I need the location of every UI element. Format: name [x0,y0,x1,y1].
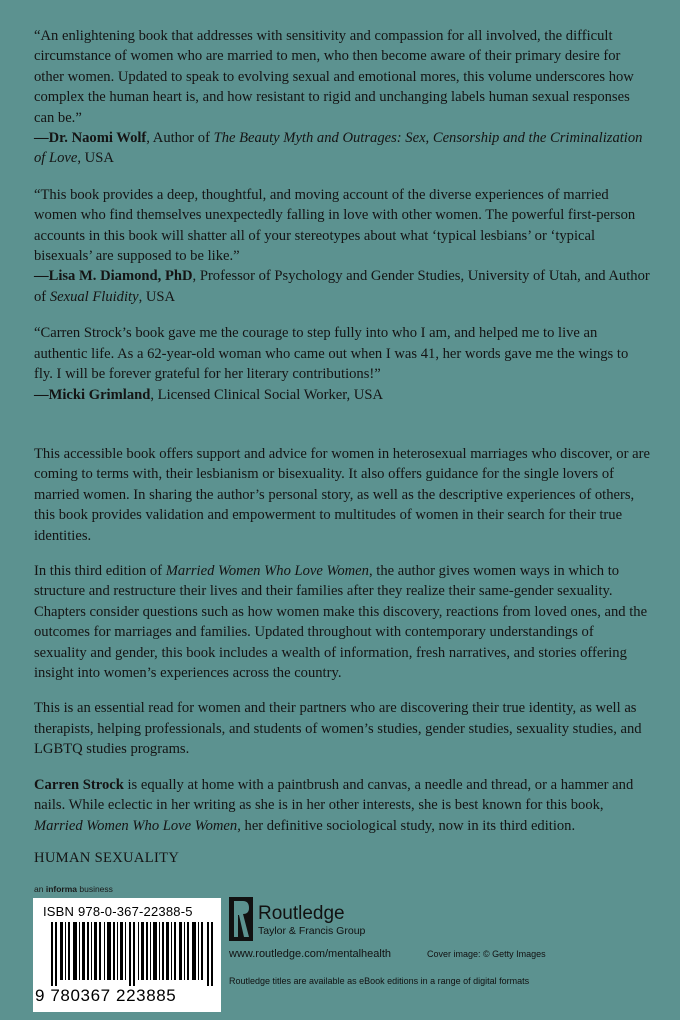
endorsement-quote: “Carren Strock’s book gave me the courage to step fully into who I am, and helped me to live an authentic life. As a 62-year-old woman who came out when I was 41, her words gave me the wings to fly. I will be forever grateful for her literary contributions!” [34,325,629,383]
endorsement-2 [34,185,650,307]
text-span: is equally at home with a paintbrush and canvas, a needle and thread, or a hammer and nails. While eclectic in her writing as she is in her other interests, she is best known for this book, [34,776,634,814]
endorser-name: —Dr. Naomi Wolf [34,130,147,147]
routledge-logo-icon [229,897,253,941]
barcode-number: 9 780367 223885 [35,986,177,1005]
endorsement-attribution [34,266,650,307]
subject-category: HUMAN SEXUALITY [34,849,180,866]
publisher-brand [258,903,365,938]
author-name: Carren Strock [34,776,124,793]
isbn-label: ISBN 978-0-367-22388-5 [43,904,193,919]
text-span: an [34,884,46,894]
text-span: , her definitive sociological study, now in its third edition. [237,817,576,834]
endorser-book-title: Sexual Fluidity [49,288,139,305]
barcode-icon [51,922,215,986]
cover-image-credit: Cover image: © Getty Images [427,949,546,959]
book-title: Married Women Who Love Women [165,563,369,580]
description-paragraph: This accessible book offers support and advice for women in heterosexual marriages who discover, or are coming to terms with, their lesbianism or bisexuality. It also offers guidance for the single lovers of married women. In sharing the author’s personal story, as well as the descriptive experiences of others, this book provides validation and empowerment to multitudes of women in their search for their true identities. [34,446,650,544]
ebook-note: Routledge titles are available as eBook editions in a range of digital formats [229,976,530,986]
endorsement-3 [34,323,650,405]
publisher-group: Taylor & Francis Group [258,925,366,937]
barcode-panel [33,898,221,1012]
endorser-name: —Micki Grimland [34,386,151,403]
endorsement-quote: “This book provides a deep, thoughtful, and moving account of the diverse experiences of married women who find themselves unexpectedly falling in love with other women. The powerful first-person accounts in this book will shatter all of your stereotypes about what ‘typical lesbians’ or ‘typical bisexuals’ are supposed to be like.” [34,186,636,265]
endorser-name: —Lisa M. Diamond, PhD [34,268,193,285]
text-span: In this third edition of [34,563,166,580]
endorser-role: , Professor of Psychology and Gender Studies, University of Utah, and Author of [34,268,650,305]
endorsement-quote: “An enlightening book that addresses with sensitivity and compassion for all involved, the difficult circumstance of women who are married to men, who then become aware of their primary desire for other women. Updated to speak to evolving sexual and emotional mores, this volume underscores how complex the human heart is, and how resistant to rigid and unchanging labels human sexual responses can be.” [34,28,634,126]
author-bio [34,775,650,836]
endorser-role: , Author of [146,130,214,147]
book-description [34,444,650,883]
informa-wordmark: informa [45,884,77,894]
description-paragraph: This is an essential read for women and their partners who are discovering their true identity, as well as therapists, helping professionals, and students of women’s studies, gender studies, sexuality studies, and LGBTQ studies programs. [34,700,642,758]
endorser-role: , Licensed Clinical Social Worker, USA [150,386,383,403]
description-paragraph [34,561,650,683]
endorser-country: , USA [77,150,114,167]
informa-business-tag [34,884,113,894]
publisher-url: www.routledge.com/mentalhealth [229,948,392,960]
endorsement-attribution [34,385,650,405]
endorser-book-title: The Beauty Myth and Outrages: Sex, Censorship and the Criminalization of Love [34,130,643,167]
endorser-country: , USA [138,288,176,305]
book-title: Married Women Who Love Women [34,817,238,834]
publisher-name: Routledge [258,903,345,924]
endorsement-1 [34,26,650,169]
text-span: business [77,884,113,894]
endorsement-attribution [34,128,650,169]
text-span: , the author gives women ways in which to structure and restructure their lives and their families after they realize their same-gender sexuality. Chapters consider questions such as how women make this discovery, reactions from loved ones, and the outcomes for marriages and families. Updated throughout with contemporary understandings of sexuality and gender, this book includes a wealth of information, fresh narratives, and stories offering insight into women’s experiences across the country. [34,563,648,682]
endorsements [34,26,650,421]
